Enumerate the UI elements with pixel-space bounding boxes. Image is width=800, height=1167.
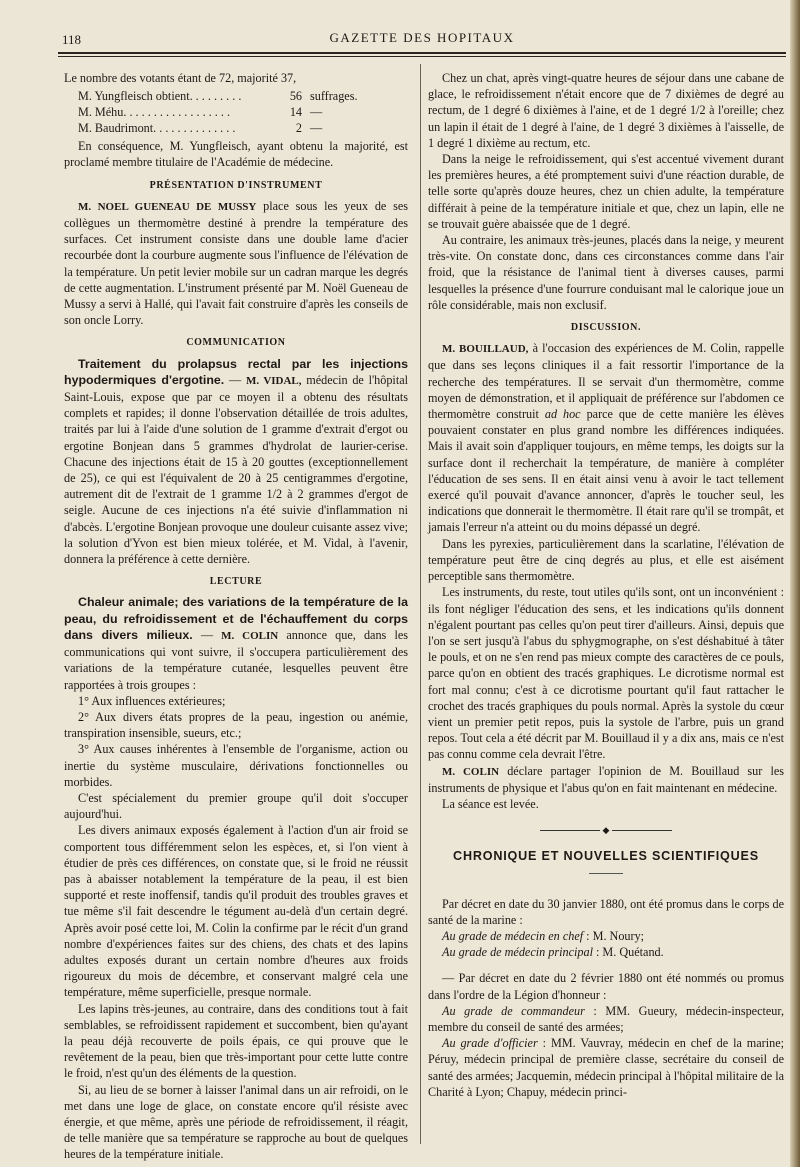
list-item: 2° Aux divers états propres de la peau, ingestion ou anémie, transpiration insensible, sueurs, etc.; (64, 709, 408, 741)
body-paragraph: Les instruments, du reste, tout utiles qu'ils sont, ont un inconvénient : ils font négliger l'éducation des sens, et les indications qu'ils donnent n'égalent pourtant pas celles qu'on peut tirer d'ailleurs. Ainsi, depuis que l'on se sert jusqu'à l'abus du sphygmographe, on s'est déshabitué à tâter le pouls, et on ne s'en rend pas mieux compte des caractères de ce pouls, parce qu'on en obtient des tracés graphiques. Le dicrotisme normal est fort mal connu; c'est à ce dicrotisme pourtant qu'il faut rattacher le crochet des tracés graphiques du pouls normal. Après la systole du cœur vient un premier petit repos, puis la systole de l'arbre, puis un grand repos. Tout cela a été décrit par M. Bouillaud il y a dix ans, mais ce n'est pas connu comme cela devrait l'être. (428, 585, 784, 762)
header-rule-thick (58, 52, 786, 54)
grade-value: : M. Quétand. (596, 945, 664, 960)
discussion-paragraph (428, 763, 784, 796)
ornament-line (540, 830, 600, 831)
article-title: Traitement du prolapsus rectal par les injections hypodermiques d'ergotine. (64, 356, 408, 387)
grade-label: Au grade de médecin en chef (442, 928, 584, 943)
vote-count: 14 (289, 105, 302, 120)
communication-paragraph (64, 356, 408, 568)
body-paragraph: Au contraire, les animaux très-jeunes, placés dans la neige, y meurent très-vite. On constate donc, dans ces circonstances comme dans l'air froid, que la résistance de l'animal tient à diverses causes, parmi lesquelles la présence d'une fourrure conduisant mal le calorique joue un rôle considérable, mais non exclusif. (428, 233, 784, 312)
page-edge (790, 0, 800, 1167)
running-title: GAZETTE DES HOPITAUX (329, 30, 515, 45)
discussion-text: déclare partager l'opinion de M. Bouillaud sur les instruments de physique et l'abus qu'on en fait maintenant en médecine. (428, 763, 785, 795)
page-number: 118 (62, 32, 82, 47)
vote-row (78, 120, 408, 136)
body-paragraph: Par décret en date du 30 janvier 1880, ont été promus dans le corps de santé de la marine : (428, 896, 784, 927)
body-paragraph: — Par décret en date du 2 février 1880 ont été nommés ou promus dans l'ordre de la Légion d'honneur : (428, 971, 784, 1002)
chronicle-title: CHRONIQUE ET NOUVELLES SCIENTIFIQUES (453, 849, 759, 864)
vote-row (78, 88, 408, 104)
lecture-paragraph (64, 594, 408, 692)
body-paragraph: C'est spécialement du premier groupe qu'il doit s'occuper aujourd'hui. (64, 790, 408, 822)
body-paragraph: Les lapins très-jeunes, au contraire, dans des conditions tout à fait semblables, se refroidissent rapidement et succombent, bien qu'ayant la peau déjà recouverte de poils épais, ce qui prouve que le revêtement de la peau, bien que très-important pour cette lutte contre le froid, n'est qu'un des éléments de la question. (64, 1001, 408, 1081)
vote-count: 2 (295, 121, 302, 136)
body-paragraph: Dans la neige le refroidissement, qui s'est accentué vivement durant les premières heures, a été promptement suivi d'une réaction durable, de telle sorte qu'après douze heures, chez un chien adulte, la température différait à peine de la température initiale et que, chez un lapin, elle ne se trouvait guère abaissée que de 1 degré. (428, 152, 784, 231)
vote-conclusion: En conséquence, M. Yungfleisch, ayant obtenu la majorité, est proclamé membre titulaire de l'Académie de médecine. (64, 139, 408, 170)
list-item: 1° Aux influences extérieures; (78, 693, 226, 708)
section-title-discussion: DISCUSSION. (570, 322, 642, 334)
right-column (428, 70, 784, 1150)
closing-line: La séance est levée. (442, 796, 539, 811)
communication-text: médecin de l'hôpital Saint-Louis, expose que par ce moyen il a obtenu des résultats complets et rapides; il donne l'observation détaillée de trois adultes, traités par lui à l'aide d'une solution de 1 gramme d'extrait d'ergot ou ergotine Bonjean dans 5 grammes d'hydrolat de laurier-cerise. Chacune des injections était de 15 à 20 gouttes (exceptionnellement de 25), ce qui est l'équivalent de 20 à 25 centigrammes d'ergotine, autrement dit de l'extrait de 1 gramme 1/2 à 2 grammes d'ergot de seigle. Aucune de ces injections n'a été suivie d'inflammation ni d'abcès. L'ergotine Bonjean provoque une douleur cuisante assez vive; la solution d'Yvon est bien mieux tolérée, et M. Vidal, à l'avenir, donnera la préférence à cette dernière. (64, 372, 408, 567)
grade-label: Au grade de commandeur (442, 1003, 585, 1018)
body-paragraph: Les divers animaux exposés également à l'action d'un air froid se comportent tous différemment selon les espèces, et, si l'on vient à étudier de près ces différences, on constate que, si le froid ne réussit pas à abaisser notablement la température de la peau, il est bien supporté et reste inoffensif, tandis qu'il produit des troubles graves et tue même s'il fait descendre le tégument au-delà d'un certain degré. Après avoir posé cette loi, M. Colin la confirme par le récit d'un grand nombre d'expériences faites sur des chiens, des chats et des lapins adultes exposés durant un certain nombre d'heures aux froids rigoureux du mois de décembre, et conservant malgré cela une température, même superficielle, presque normale. (64, 823, 408, 1000)
vote-row (78, 104, 408, 120)
discussion-text: parce que de cette manière les élèves pouvaient constater en plus grand nombre les différences indiquées. Mais il avait soin d'appliquer toujours, en même temps, les doigts sur la surface dont il recherchait la température, de manière à compléter l'éducation de ses sens. Il en était ainsi venu à avoir le tact tellement exercé qu'il pouvait d'avance annoncer, d'après le toucher seul, les indications que donnerait le thermomètre. Il était rare qu'il se trompât, et jamais l'erreur n'a atteint ou du moins dépassé un degré. (428, 407, 785, 535)
vote-name: M. Yungfleisch obtient. . . . . . . . . (78, 89, 242, 104)
page-header (58, 26, 786, 48)
vote-unit: — (310, 121, 323, 136)
author-name: M. COLIN (442, 765, 500, 778)
vote-table (78, 88, 408, 136)
author-name: M. BOUILLAUD, (442, 343, 529, 356)
spacer (428, 960, 784, 970)
vote-count: 56 (289, 89, 302, 104)
grade-line (428, 1003, 784, 1035)
diamond-icon: ◆ (602, 825, 610, 836)
dash: — (229, 372, 246, 387)
grade-line (428, 1035, 784, 1100)
grade-value: : M. Noury; (586, 928, 645, 943)
left-column (64, 70, 409, 1162)
lecture-text: annonce que, dans les communications qui vont suivre, il s'occupera particulièrement des variations de la température cutanée, lesquelles peuvent être rapportées à trois groupes : (64, 627, 408, 692)
grade-value: : MM. Gueury, médecin-inspecteur, membre du conseil de santé des armées; (428, 1003, 785, 1034)
body-paragraph: Chez un chat, après vingt-quatre heures de séjour dans une cabane de glace, le refroidissement n'était encore que de 7 dixièmes de degré au rectum, de 1 degré 6 dixièmes à l'aine, et de 1 degré 1/2 à l'oreille; chez un lapin il était de 1 degré à l'aine, de 1 degré 3 dixièmes à l'aisselle, de 1 degré 1 dixième au rectum, etc. (428, 71, 784, 150)
vote-unit: suffrages. (310, 89, 358, 104)
grade-value: : MM. Vauvray, médecin en chef de la marine; Péruy, médecin principal de première classe, secrétaire du conseil de santé des armées; Jacquemin, médecin principal à l'hôpital militaire de la Charité à Lyon; Chapuy, médecin princi- (428, 1036, 785, 1099)
vote-unit: — (310, 105, 323, 120)
author-name: M. COLIN (221, 629, 279, 642)
latin-phrase: ad hoc (544, 407, 581, 422)
author-name: M. NOEL GUENEAU DE MUSSY (78, 200, 257, 213)
discussion-paragraph (428, 340, 784, 535)
grade-label: Au grade d'officier (442, 1036, 538, 1051)
column-divider (420, 64, 421, 1144)
vote-intro: Le nombre des votants étant de 72, majorité 37, (64, 71, 297, 85)
section-title-lecture: LECTURE (209, 576, 263, 588)
header-rule-thin (58, 56, 786, 57)
presentation-paragraph (64, 198, 408, 329)
author-name: M. VIDAL, (245, 374, 302, 387)
presentation-text: place sous les yeux de ses collègues un thermomètre destiné à prendre la température des surfaces. Cet instrument consiste dans une double lame d'acier recourbée dont la courbure augmente sous l'influence de l'élévation de la température. Un petit levier mobile sur un cadran marque les degrés de cette augmentation. L'instrument présenté par M. Noël Gueneau de Mussy a servi à Hallé, qui l'avait fait construire d'après les conseils de son oncle Lorry. (64, 198, 409, 328)
grade-line (428, 928, 784, 944)
discussion-text: à l'occasion des expériences de M. Colin, rappelle que dans ses leçons cliniques il a fait ressortir l'importance de la recherche des températures. Il se servait d'un thermomètre, comme moyen de démonstration, et il appliquait de préférence sur l'abdomen ce thermomètre construit (428, 341, 784, 422)
dash: — (192, 627, 222, 642)
vote-name: M. Baudrimont. . . . . . . . . . . . . . (78, 121, 236, 136)
grade-line (428, 944, 784, 960)
body-paragraph: Dans les pyrexies, particulièrement dans la scarlatine, l'élévation de température peut être de cinq degrés au plus, et elle est aisément perceptible sans thermomètre. (428, 536, 784, 584)
ornament-divider (428, 822, 784, 838)
section-title-communication: COMMUNICATION (186, 337, 286, 349)
list-item: 3° Aux causes inhérentes à l'ensemble de l'organisme, action ou inertie du système musculaire, dérivations fonctionnelles ou morbides. (64, 742, 408, 789)
ornament-line (612, 830, 672, 831)
short-rule (589, 873, 623, 874)
grade-label: Au grade de médecin principal (442, 945, 593, 960)
section-title-presentation: PRÉSENTATION D'INSTRUMENT (149, 179, 323, 191)
body-paragraph: Si, au lieu de se borner à laisser l'animal dans un air refroidi, on le met dans une loge de glace, on constate encore qu'il résiste avec énergie, et que même, après une période de refroidissement, il réagit, de telle manière que sa température se rapproche au bout de quelques heures de la température initiale. (64, 1082, 408, 1162)
vote-name: M. Méhu. . . . . . . . . . . . . . . . . . (78, 105, 231, 120)
article-title: Chaleur animale; des variations de la température de la peau, du refroidissement et de l'échauffement du corps dans divers milieux. (64, 595, 408, 642)
